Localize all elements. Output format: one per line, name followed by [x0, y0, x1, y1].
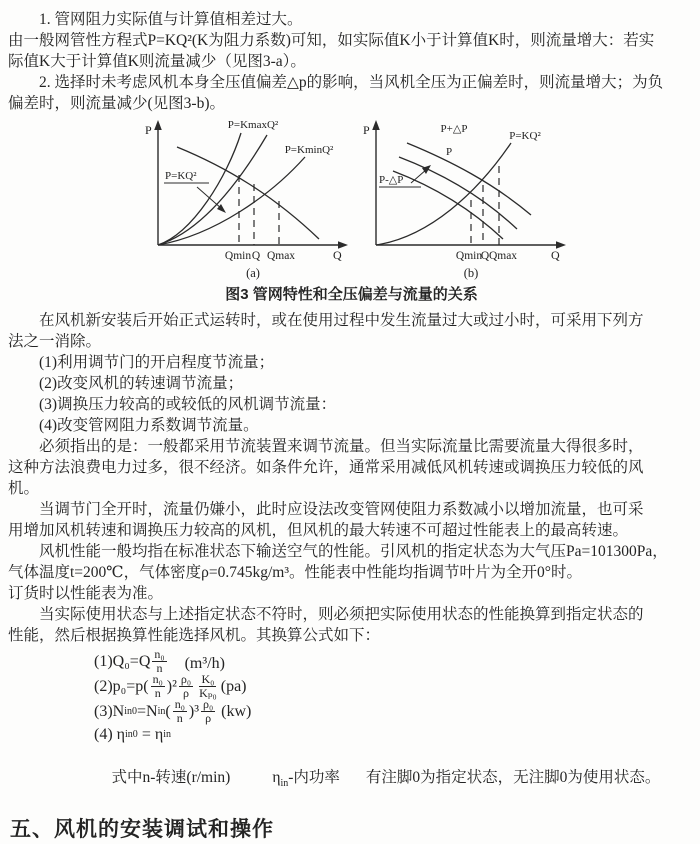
text-line: 机。 [8, 480, 40, 497]
chart-a [141, 117, 359, 282]
curve-label-p-minus: P-△P [378, 174, 403, 186]
formula-exponent: )³ [188, 702, 199, 720]
tick-qmin: Qmin [455, 250, 482, 262]
text-line: 1. 管网阻力实际值与计算值相差过大。 [8, 11, 303, 28]
subfigure-label: (a) [245, 266, 260, 280]
text-line: 性能，然后根据换算性能选择风机。其换算公式如下： [8, 627, 381, 644]
subscript: in [280, 778, 289, 790]
text-line: 订货时以性能表为准。 [8, 585, 164, 602]
text-line: 风机性能一般均指在标准状态下输送空气的性能。引风机的指定状态为大气压Pa=101300Pa， [8, 543, 668, 560]
formula-unit: (m³/h) [168, 655, 225, 672]
formula-3: (3)N in0 =N in ( $\frac{\text{n₀}}{n}$ )³ $\frac{\text{ρ₀}}{\rho}$ (kw) [94, 696, 252, 725]
formula-block [94, 646, 695, 745]
text-line: 当实际使用状态与上述指定状态不符时，则必须把实际使用状态的性能换算到指定状态的 [8, 606, 644, 623]
curve-label-kmin: P=KminQ² [284, 144, 333, 156]
tick-qmin: Qmin [224, 250, 251, 262]
tick-qmax: Qmax [266, 250, 295, 262]
y-axis-label: P [144, 123, 152, 137]
tick-q: Q [251, 250, 260, 262]
text-line: 用增加风机转速和调换压力较高的风机，但风机的最大转速不可超过性能表上的最高转速。 [8, 522, 629, 539]
y-axis-label: P [362, 123, 370, 137]
fraction: $\frac{\text{n₀}}{n}$ [152, 671, 163, 700]
formula-text: (2)p₀=p( [94, 677, 149, 695]
formula-unit: (kw) [217, 702, 252, 720]
formula-note [96, 745, 695, 811]
formula-text: (4) η [94, 725, 126, 743]
figure-caption: 图3 管网特性和全压偏差与流量的关系 [225, 286, 478, 303]
curve-label-p-plus: P+△P [440, 123, 467, 135]
list-item: (4)改变管网阻力系数调节流量。 [8, 417, 259, 434]
formula-unit: (pa) [220, 677, 247, 695]
curve-p-plus [407, 143, 531, 215]
list-item: (3)调换压力较高的或较低的风机调节流量： [8, 396, 337, 413]
intro-block [8, 9, 695, 114]
text-line: 气体温度t=200℃，气体密度ρ=0.745kg/m³。性能表中性能均指调节叶片为全开0°时。 [8, 564, 582, 581]
curve-label-k: P=KQ² [164, 170, 197, 182]
note-part: 式中n-转速(r/min) [111, 769, 231, 786]
text-line: 这种方法浪费电力过多，很不经济。如条件允许，通常采用减低风机转速或调换压力较低的风 [8, 459, 644, 476]
y-axis-arrow-icon [154, 120, 162, 130]
tick-q: Q [480, 250, 489, 262]
curve-label-kmax: P=KmaxQ² [227, 119, 278, 131]
formula-text: =N [137, 702, 158, 720]
formula-text: (3)N [94, 702, 125, 720]
note-part: η [272, 769, 281, 786]
fan-curve [177, 147, 319, 239]
curve-k [158, 135, 267, 245]
fraction: $\frac{\text{K₀}}{\text{Kₚ₀}}$ [199, 671, 217, 700]
curve-p-minus [393, 171, 503, 239]
formula-text: (1)Q₀=Q [94, 652, 151, 670]
text-line: 必须指出的是：一般都采用节流装置来调节流量。但当实际流量比需要流量大得很多时， [8, 438, 644, 455]
formula-1 [94, 646, 695, 675]
list-item: (2)改变风机的转速调节流量； [8, 375, 244, 392]
formula-text: ( [165, 702, 171, 720]
text-line: 由一般网管性方程式P=KQ²(K为阻力系数)可知，如实际值K小于计算值K时，则流量增大：若实 [8, 32, 655, 49]
chart-b [359, 117, 577, 282]
text-line: 2. 选择时未考虑风机本身全压值偏差△p的影响，当风机全压为正偏差时，则流量增大；为负 [8, 74, 664, 91]
note-part: 有注脚0为指定状态，无注脚0为使用状态。 [365, 769, 661, 786]
text-line: 当调节门全开时，流量仍嫌小，此时应设法改变管网使阻力系数减小以增加流量，也可采 [8, 501, 644, 518]
curve-label-p: P [445, 146, 452, 158]
tick-qmax: Qmax [488, 250, 517, 262]
label-arrow-line [197, 187, 222, 209]
body-block [8, 310, 695, 646]
fraction: $\frac{\text{ρ₀}}{\rho}$ [180, 671, 192, 700]
note-part: -内功率 [288, 769, 340, 786]
curve-kq [376, 143, 511, 245]
formula-text: = η [137, 725, 164, 743]
fraction: $\frac{\text{n₀}}{n}$ [154, 646, 165, 675]
fraction: $\frac{\text{n₀}}{n}$ [174, 696, 185, 725]
figure-3 [22, 117, 695, 282]
fraction: $\frac{\text{ρ₀}}{\rho}$ [203, 696, 214, 725]
text-line: 偏差时，则流量减少(见图3-b)。 [8, 95, 225, 112]
formula-2 [94, 671, 695, 700]
curve-label-kq: P=KQ² [508, 130, 541, 142]
formula-4: (4) η in0 = η in [94, 725, 171, 743]
x-axis-label: Q [332, 248, 342, 262]
list-item: (1)利用调节门的开启程度节流量； [8, 354, 275, 371]
x-axis-label: Q [550, 248, 560, 262]
text-line: 际值K大于计算值K则流量减少（见图3-a）。 [8, 53, 306, 70]
text-line: 法之一消除。 [8, 333, 102, 350]
section-heading: 五、风机的安装调试和操作 [10, 818, 274, 841]
y-axis-arrow-icon [372, 120, 380, 130]
formula-exponent: )² [166, 677, 177, 695]
subfigure-label: (b) [463, 266, 478, 280]
text-line: 在风机新安装后开始正式运转时，或在使用过程中发生流量过大或过小时，可采用下列方 [8, 312, 644, 329]
